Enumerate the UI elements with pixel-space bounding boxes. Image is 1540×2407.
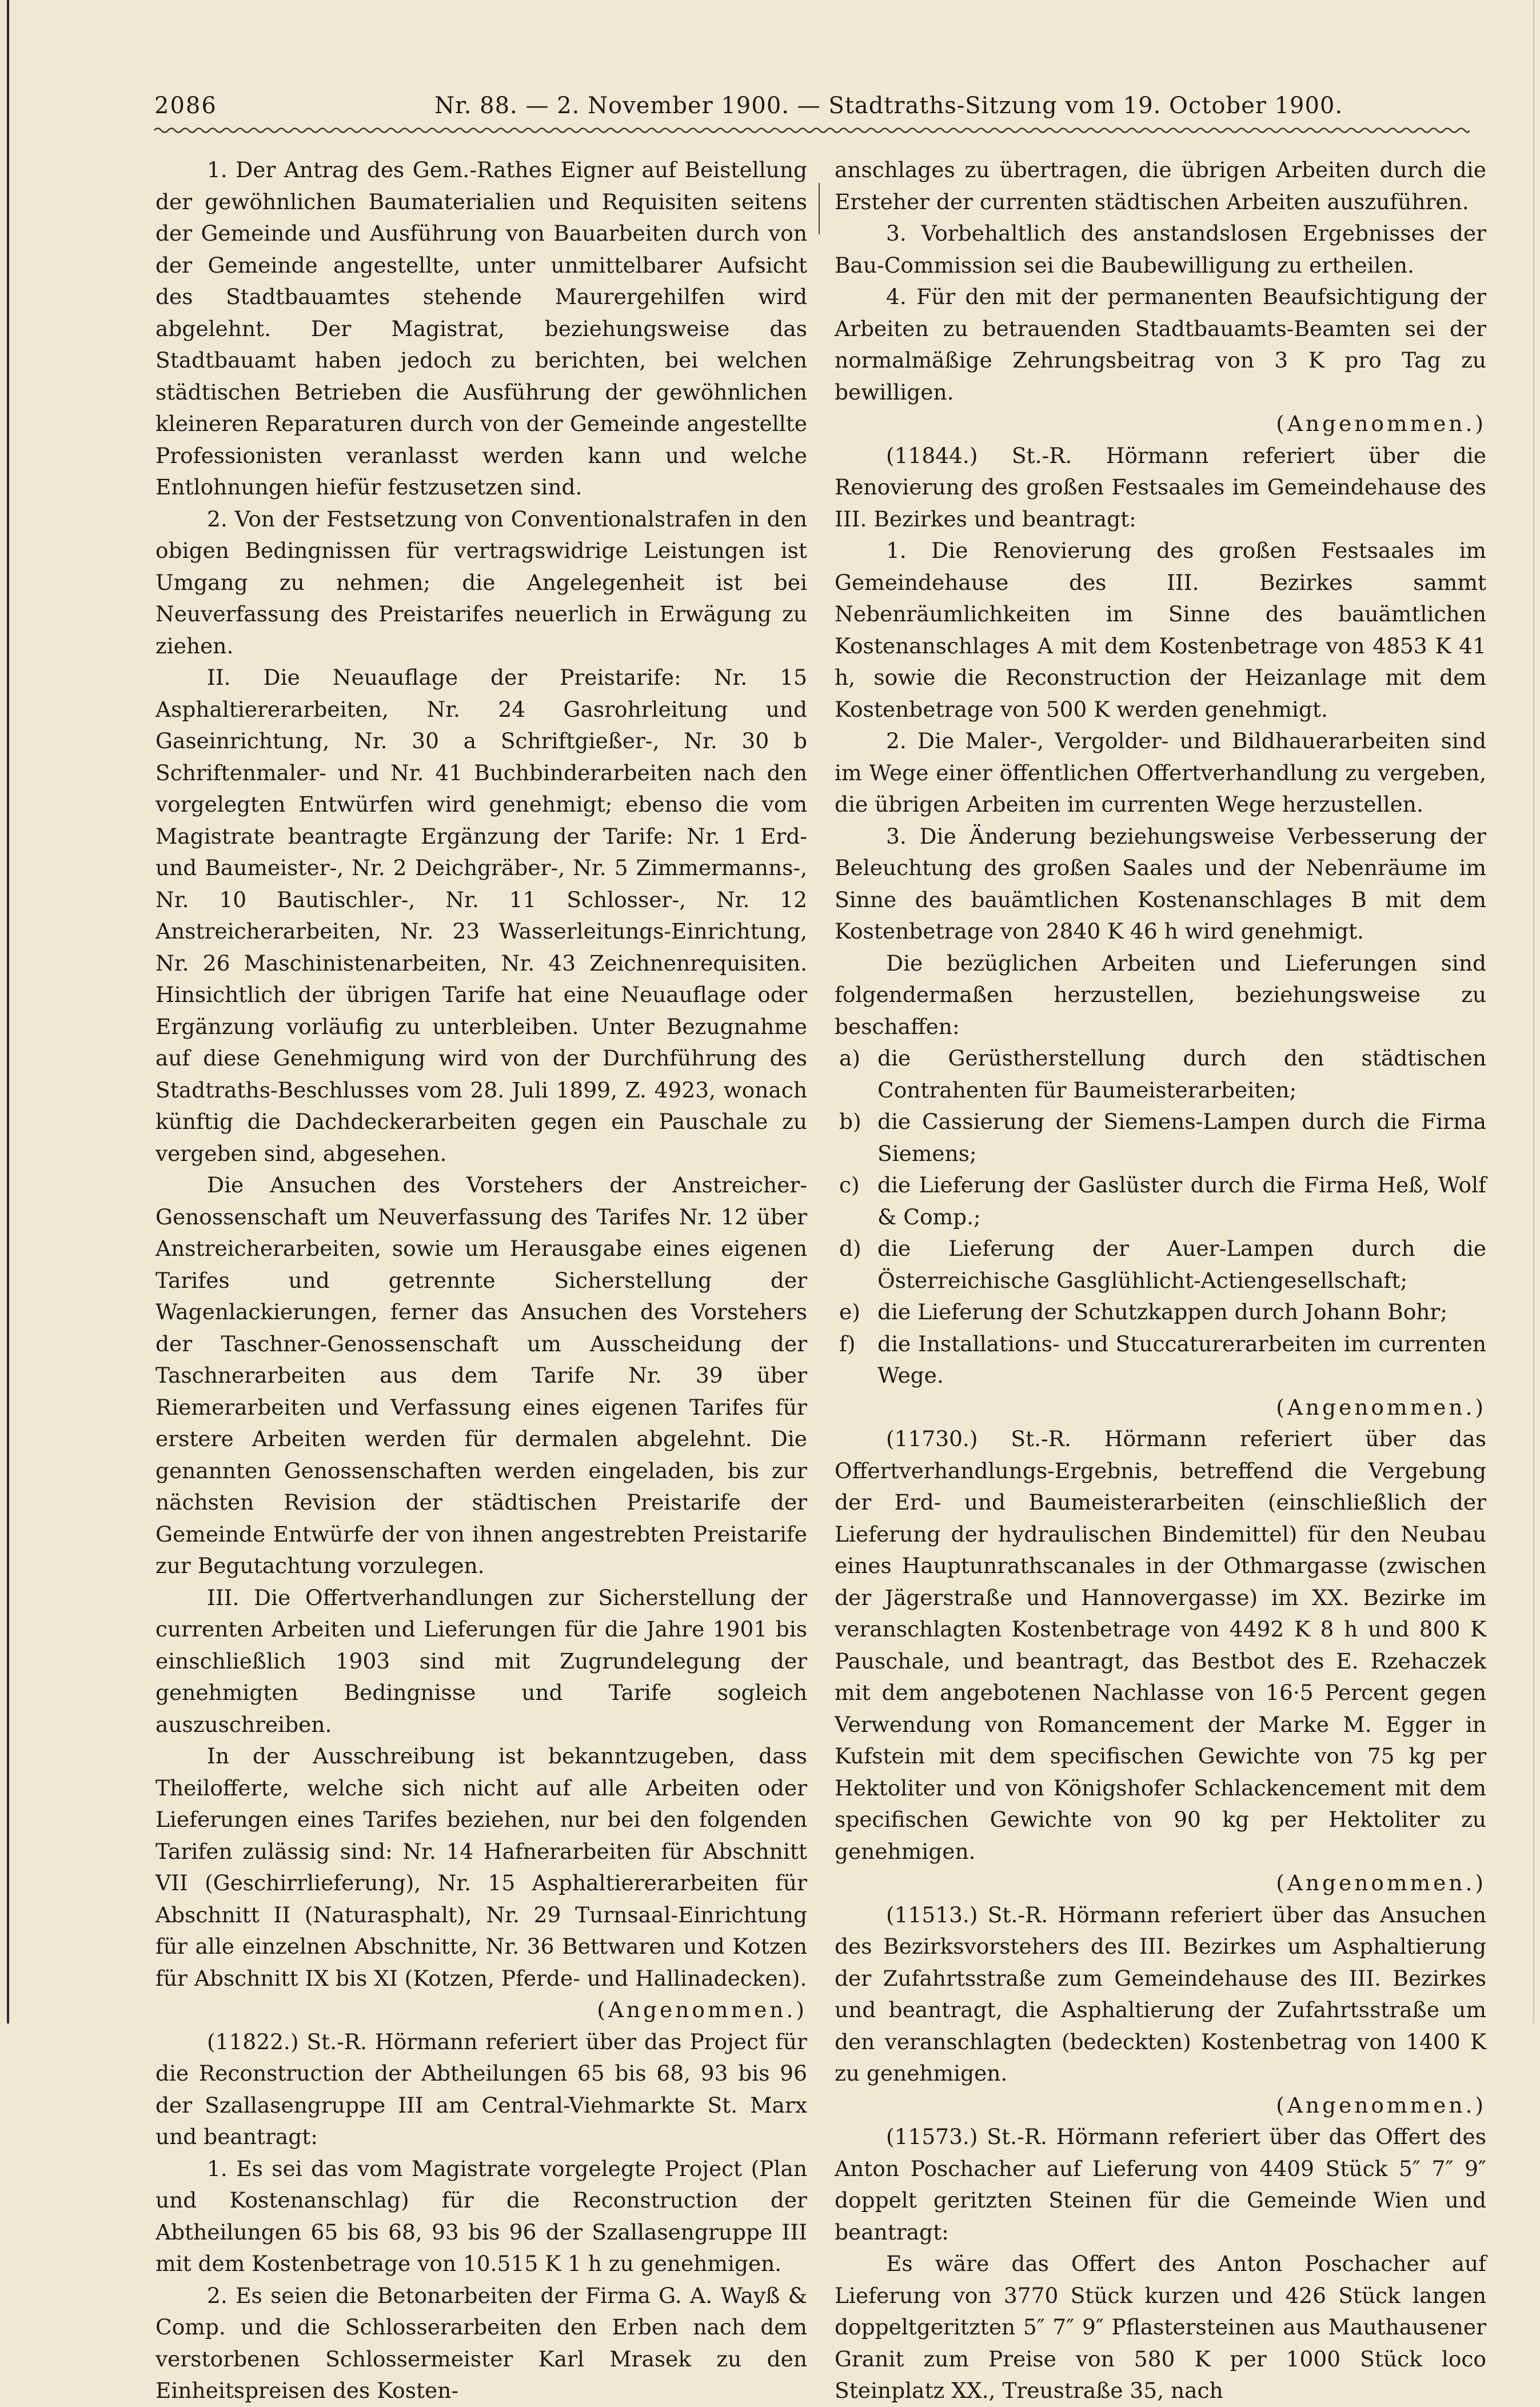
- agenda-item-11730: (11730.) St.-R. Hörmann referiert über das Offertverhandlungs-Ergebnis, betreffend die Vergebung der Erd- und Baumeisterarbeiten (einschließlich der Lieferung der hydraulischen Bindemittel) für den Neubau eines Hauptunrathscanales in der Othmargasse (zwischen der Jägerstraße und Hannovergasse) im XX. Bezirke im veranschlagten Kostenbetrage von 4492 K 8 h und 800 K Pauschale, und beantragt, das Bestbot des E. Rzehaczek mit dem angebotenen Nachlasse von 16·5 Percent gegen Verwendung von Romancement der Marke M. Egger in Kufstein mit dem specifischen Gewichte von 75 kg per Hektoliter und von Königshofer Schlackencement mit dem specifischen Gewichte von 90 kg per Hektoliter zu genehmigen.: [835, 1426, 1486, 1864]
- issue-title: Nr. 88. — 2. November 1900. — Stadtraths-Sitzung vom 19. October 1900.: [434, 93, 1343, 119]
- lettered-item: f) die Installations- und Stuccaturerarbeiten im currenten Wege.: [839, 1331, 1486, 1388]
- page-number: 2086: [154, 93, 217, 119]
- continuation-text: anschlages zu übertragen, die übrigen Arbeiten durch die Ersteher der currenten städtischen Arbeiten auszuführen.: [835, 157, 1486, 214]
- agenda-point: 1. Es sei das vom Magistrate vorgelegte Project (Plan und Kostenanschlag) für die Reconstruction der Abtheilungen 65 bis 68, 93 bis 96 der Szallasengruppe III mit dem Kostenbetrage von 10.515 K 1 h zu genehmigen.: [155, 2155, 807, 2276]
- paragraph: Die Ansuchen des Vorstehers der Anstreicher-Genossenschaft um Neuverfassung des Tarifes Nr. 12 über Anstreicherarbeiten, sowie um Herausgabe eines eigenen Tarifes und getrennte Sicherstellung der Wagenlackierungen, ferner das Ansuchen des Vorstehers der Taschner-Genossenschaft um Ausscheidung der Taschnerarbeiten aus dem Tarife Nr. 39 über Riemerarbeiten und Verfassung eines eigenen Tarifes für erstere Arbeiten werden für dermalen abgelehnt. Die genannten Genossenschaften werden eingeladen, bis zur nächsten Revision der städtischen Preistarife der Gemeinde Entwürfe der von ihnen angestrebten Preistarife zur Begutachtung vorzulegen.: [155, 1172, 807, 1578]
- agenda-point: Es wäre das Offert des Anton Poschacher auf Lieferung von 3770 Stück kurzen und 426 Stück langen doppeltgeritzten 5″ 7″ 9″ Pflastersteinen aus Mauthausener Granit zum Preise von 580 K per 1000 Stück loco Steinplatz XX., Treustraße 35, nach: [835, 2251, 1486, 2403]
- page-header: [154, 89, 1469, 123]
- lettered-item: c) die Lieferung der Gaslüster durch die Firma Heß, Wolf & Comp.;: [839, 1172, 1486, 1230]
- accepted-note: (Angenommen.): [1276, 411, 1486, 436]
- accepted-note: (Angenommen.): [1276, 2092, 1486, 2118]
- agenda-point: Die bezüglichen Arbeiten und Lieferungen sind folgendermaßen herzustellen, beziehungsweise zu beschaffen:: [835, 950, 1486, 1039]
- accepted-note: (Angenommen.): [1276, 1394, 1486, 1420]
- column-divider: [819, 183, 820, 234]
- lettered-item: b) die Cassierung der Siemens-Lampen durch die Firma Siemens;: [839, 1109, 1486, 1166]
- lettered-item: d) die Lieferung der Auer-Lampen durch die Österreichische Gasglühlicht-Actiengesellschaft;: [839, 1236, 1486, 1293]
- left-column: [155, 154, 807, 2403]
- right-column: [835, 154, 1486, 2403]
- header-wavy-rule: [154, 125, 1469, 136]
- paragraph: In der Ausschreibung ist bekanntzugeben, dass Theilofferte, welche sich nicht auf alle Arbeiten oder Lieferungen eines Tarifes beziehen, nur bei den folgenden Tarifen zulässig sind: Nr. 14 Hafnerarbeiten für Abschnitt VII (Geschirrlieferung), Nr. 15 Asphaltiererarbeiten für Abschnitt II (Naturasphalt), Nr. 29 Turnsaal-Einrichtung für alle einzelnen Abschnitte, Nr. 36 Bettwaren und Kotzen für Abschnitt IX bis XI (Kotzen, Pferde- und Hallinadecken).: [155, 1743, 807, 1991]
- agenda-item-11573: (11573.) St.-R. Hörmann referiert über das Offert des Anton Poschacher auf Lieferung von 4409 Stück 5″ 7″ 9″ doppelt geritzten Steinen für die Gemeinde Wien und beantragt:: [835, 2124, 1486, 2245]
- agenda-item-11513: (11513.) St.-R. Hörmann referiert über das Ansuchen des Bezirksvorstehers des III. Bezirkes um Asphaltierung der Zufahrtsstraße zum Gemeindehause des III. Bezirkes und beantragt, die Asphaltierung der Zufahrtsstraße um den veranschlagten (bedeckten) Kostenbetrag von 1400 K zu genehmigen.: [835, 1902, 1486, 2086]
- lettered-item: e) die Lieferung der Schutzkappen durch Johann Bohr;: [839, 1299, 1447, 1324]
- agenda-point: 3. Vorbehaltlich des anstandslosen Ergebnisses der Bau-Commission sei die Baubewilligung zu ertheilen.: [835, 221, 1486, 278]
- agenda-item-11822: (11822.) St.-R. Hörmann referiert über das Project für die Reconstruction der Abtheilungen 65 bis 68, 93 bis 96 der Szallasengruppe III am Central-Viehmarkte St. Marx und beantragt:: [155, 2029, 807, 2149]
- paragraph: II. Die Neuauflage der Preistarife: Nr. 15 Asphaltiererarbeiten, Nr. 24 Gasrohrleitung und Gaseinrichtung, Nr. 30 a Schriftgießer-, Nr. 30 b Schriftenmaler- und Nr. 41 Buchbinderarbeiten nach den vorgelegten Entwürfen wird genehmigt; ebenso die vom Magistrate beantragte Ergänzung der Tarife: Nr. 1 Erd- und Baumeister-, Nr. 2 Deichgräber-, Nr. 5 Zimmermanns-, Nr. 10 Bautischler-, Nr. 11 Schlosser-, Nr. 12 Anstreicherarbeiten, Nr. 23 Wasserleitungs-Einrichtung, Nr. 26 Maschinistenarbeiten, Nr. 43 Zeichnenrequisiten. Hinsichtlich der übrigen Tarife hat eine Neuauflage oder Ergänzung vorläufig zu unterbleiben. Unter Bezugnahme auf diese Genehmigung wird von der Durchführung des Stadtraths-Beschlusses vom 28. Juli 1899, Z. 4923, wonach künftig die Dachdeckerarbeiten gegen ein Pauschale zu vergeben sind, abgesehen.: [155, 665, 807, 1166]
- agenda-point: 3. Die Änderung beziehungsweise Verbesserung der Beleuchtung des großen Saales und der Nebenräume im Sinne des bauämtlichen Kostenanschlages B mit dem Kostenbetrage von 2840 K 46 h wird genehmigt.: [835, 823, 1486, 944]
- paragraph: 1. Der Antrag des Gem.-Rathes Eigner auf Beistellung der gewöhnlichen Baumaterialien und Requisiten seitens der Gemeinde und Ausführung von Bauarbeiten durch von der Gemeinde angestellte, unter unmittelbarer Aufsicht des Stadtbauamtes stehende Maurergehilfen wird abgelehnt. Der Magistrat, beziehungsweise das Stadtbauamt haben jedoch zu berichten, bei welchen städtischen Betrieben die Ausführung der gewöhnlichen kleineren Reparaturen durch von der Gemeinde angestellte Professionisten veranlasst werden kann und welche Entlohnungen hiefür festzusetzen sind.: [155, 157, 807, 500]
- agenda-point: 2. Es seien die Betonarbeiten der Firma G. A. Wayß & Comp. und die Schlosserarbeiten den Erben nach dem verstorbenen Schlossermeister Karl Mrasek zu den Einheitspreisen des Kosten-: [155, 2282, 807, 2403]
- agenda-point: 1. Die Renovierung des großen Festsaales im Gemeindehause des III. Bezirkes sammt Nebenräumlichkeiten im Sinne des bauämtlichen Kostenanschlages A mit dem Kostenbetrage von 4853 K 41 h, sowie die Reconstruction der Heizanlage mit dem Kostenbetrage von 500 K werden genehmigt.: [835, 538, 1486, 722]
- paragraph: 2. Von der Festsetzung von Conventionalstrafen in den obigen Bedingnissen für vertragswidrige Leistungen ist Umgang zu nehmen; die Angelegenheit ist bei Neuverfassung des Preistarifes neuerlich in Erwägung zu ziehen.: [155, 506, 807, 658]
- accepted-note: (Angenommen.): [597, 1997, 807, 2022]
- agenda-item-11844: (11844.) St.-R. Hörmann referiert über die Renovierung des großen Festsaales im Gemeindehause des III. Bezirkes und beantragt:: [835, 442, 1486, 532]
- agenda-point: 4. Für den mit der permanenten Beaufsichtigung der Arbeiten zu betrauenden Stadtbauamts-Beamten sei der normalmäßige Zehrungsbeitrag von 3 K pro Tag zu bewilligen.: [835, 284, 1486, 405]
- agenda-point: 2. Die Maler-, Vergolder- und Bildhauerarbeiten sind im Wege einer öffentlichen Offertverhandlung zu vergeben, die übrigen Arbeiten im currenten Wege herzustellen.: [835, 728, 1486, 817]
- paragraph: III. Die Offertverhandlungen zur Sicherstellung der currenten Arbeiten und Lieferungen für die Jahre 1901 bis einschließlich 1903 sind mit Zugrundelegung der genehmigten Bedingnisse und Tarife sogleich auszuschreiben.: [155, 1584, 807, 1737]
- lettered-item: a) die Gerüstherstellung durch den städtischen Contrahenten für Baumeisterarbeiten;: [839, 1045, 1486, 1103]
- accepted-note: (Angenommen.): [1276, 1870, 1486, 1895]
